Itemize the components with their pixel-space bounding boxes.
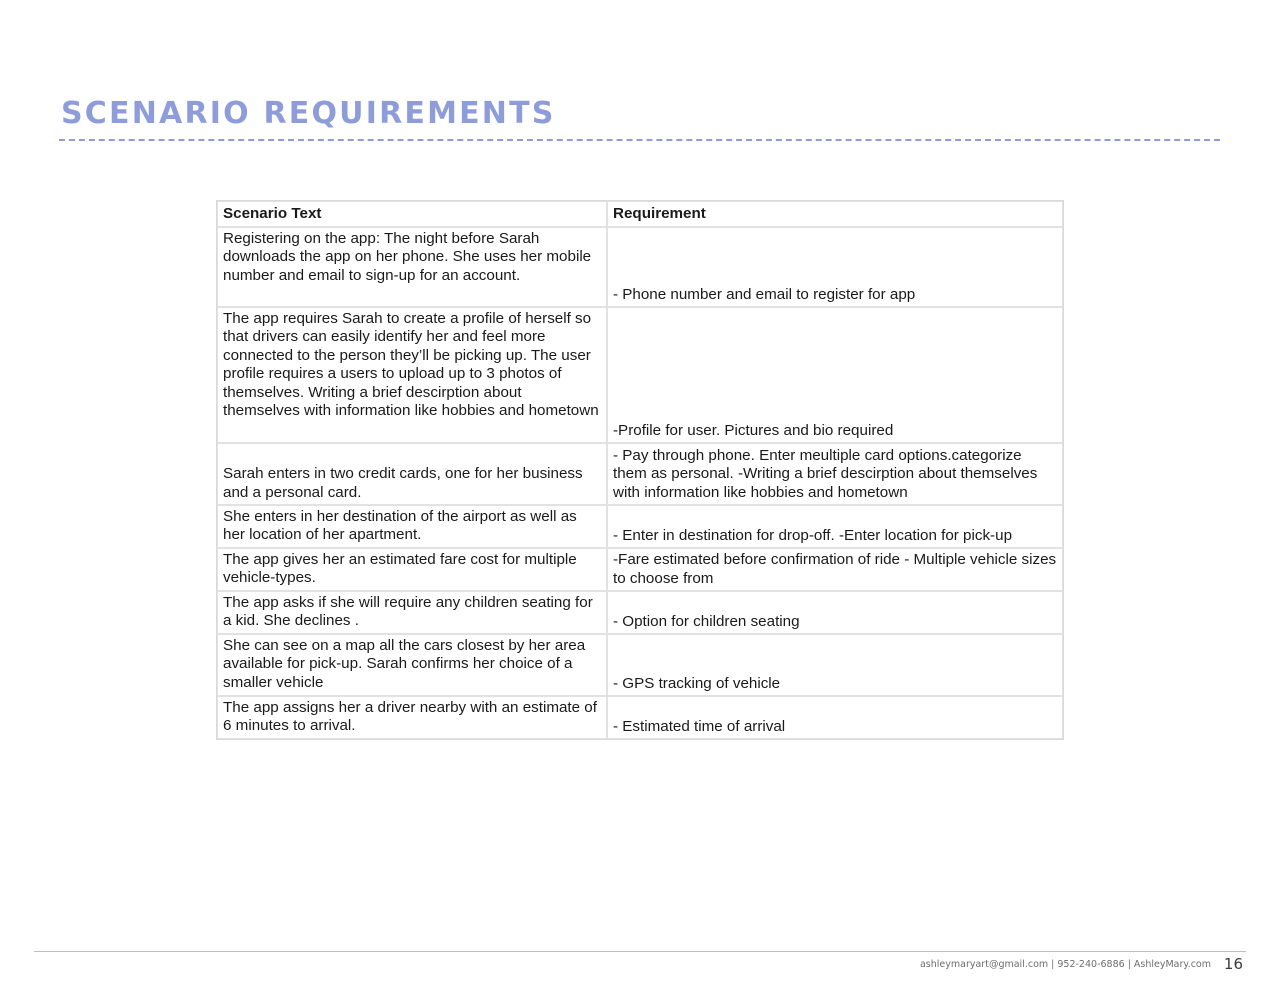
title-divider [59, 139, 1220, 141]
table-row [217, 591, 1063, 634]
table-row [217, 307, 1063, 443]
scenario-cell: The app requires Sarah to create a profile of herself so that drivers can easily identify her and feel more connected to the person they’ll be picking up. The user profile requires a users to upload up to 3 photos of themselves. Writing a brief descirption about themselves with information like hobbies and hometown [217, 307, 607, 443]
table-row [217, 548, 1063, 591]
scenario-requirements-table [216, 200, 1064, 740]
table-row [217, 696, 1063, 739]
scenario-cell: She can see on a map all the cars closest by her area available for pick-up. Sarah confirms her choice of a smaller vehicle [217, 634, 607, 696]
table-row [217, 505, 1063, 548]
table-row [217, 443, 1063, 505]
requirement-cell: - Phone number and email to register for app [607, 227, 1063, 307]
column-header-requirement: Requirement [607, 201, 1063, 227]
requirement-cell: - Estimated time of arrival [607, 696, 1063, 739]
scenario-cell: The app gives her an estimated fare cost for multiple vehicle-types. [217, 548, 607, 591]
requirement-cell: -Profile for user. Pictures and bio required [607, 307, 1063, 443]
table-row [217, 227, 1063, 307]
scenario-cell: She enters in her destination of the airport as well as her location of her apartment. [217, 505, 607, 548]
table-row [217, 634, 1063, 696]
scenario-cell: The app assigns her a driver nearby with an estimate of 6 minutes to arrival. [217, 696, 607, 739]
page-title: SCENARIO REQUIREMENTS [61, 96, 556, 131]
footer-contact-info: ashleymaryart@gmail.com | 952-240-6886 | AshleyMary.com [919, 959, 1211, 970]
scenario-cell: Sarah enters in two credit cards, one for her business and a personal card. [217, 443, 607, 505]
page-number: 16 [1223, 955, 1243, 973]
requirement-cell: - GPS tracking of vehicle [607, 634, 1063, 696]
requirement-cell: - Pay through phone. Enter meultiple card options.categorize them as personal. -Writing a brief descirption about themselves with information like hobbies and hometown [607, 443, 1063, 505]
column-header-scenario: Scenario Text [217, 201, 607, 227]
scenario-cell: Registering on the app: The night before Sarah downloads the app on her phone. She uses her mobile number and email to sign-up for an account. [217, 227, 607, 307]
requirement-cell: -Fare estimated before confirmation of ride - Multiple vehicle sizes to choose from [607, 548, 1063, 591]
scenario-cell: The app asks if she will require any children seating for a kid. She declines . [217, 591, 607, 634]
requirement-cell: - Enter in destination for drop-off. -Enter location for pick-up [607, 505, 1063, 548]
requirement-cell: - Option for children seating [607, 591, 1063, 634]
footer-divider [34, 951, 1246, 952]
table-header-row [217, 201, 1063, 227]
